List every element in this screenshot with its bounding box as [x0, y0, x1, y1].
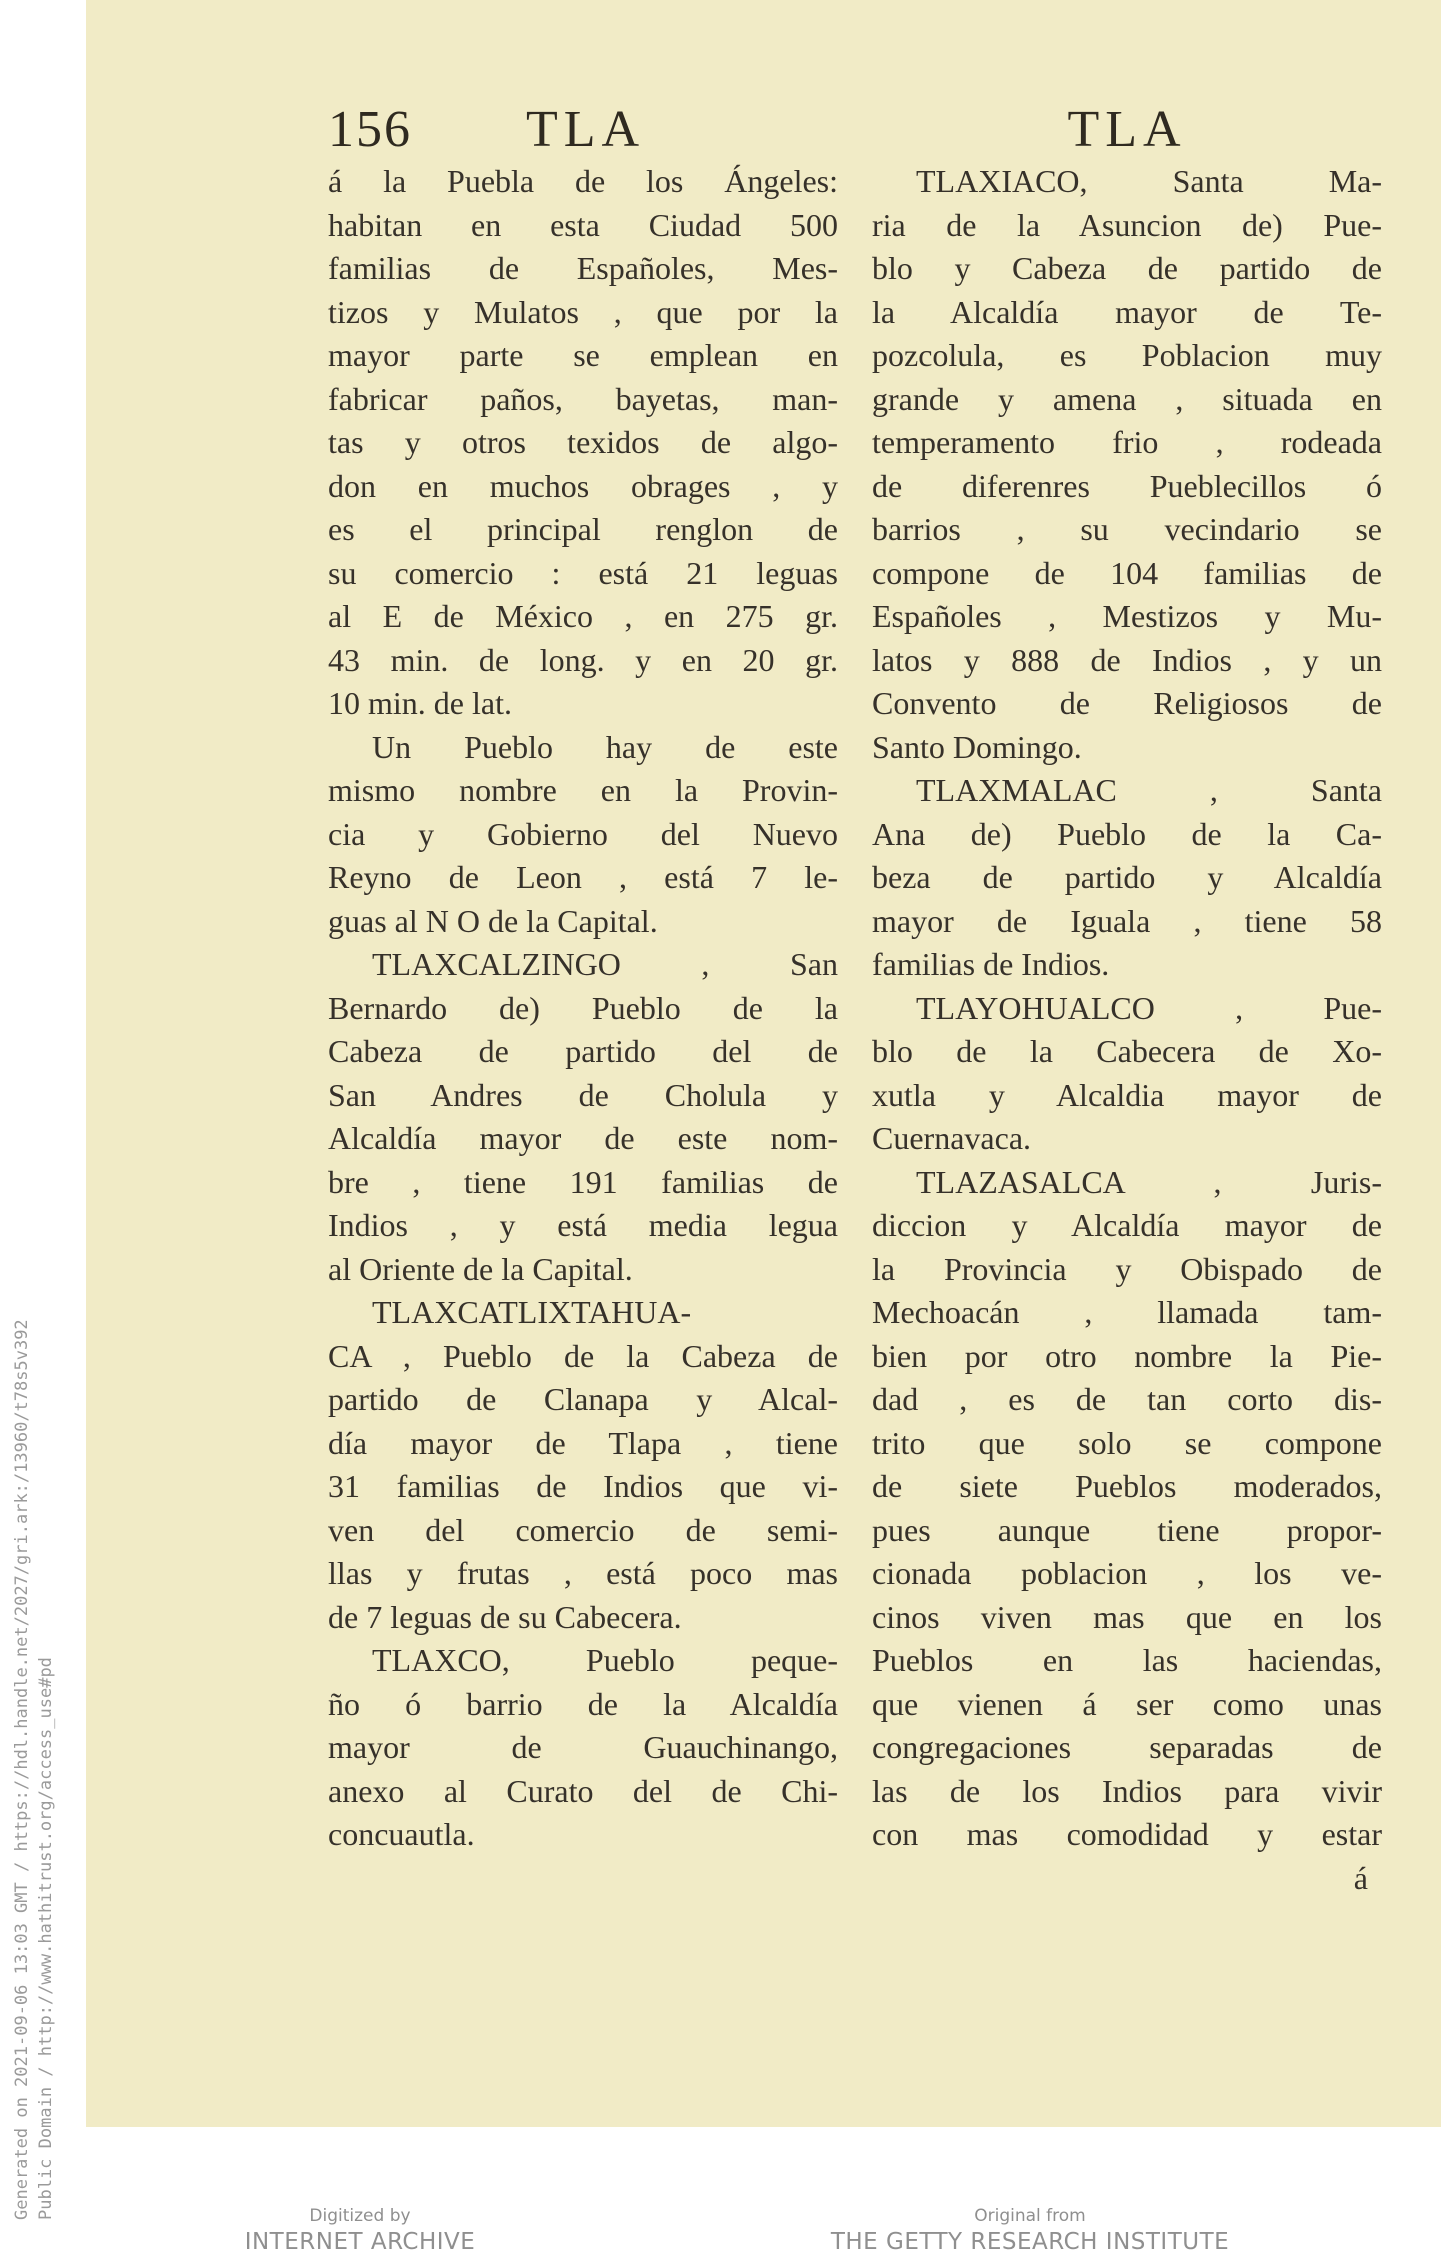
text-line: concuautla. [328, 1816, 475, 1852]
text-line: barrios , su vecindario se [872, 511, 1382, 547]
text-line: Cabeza de partido del de [328, 1033, 838, 1069]
text-line: su comercio : está 21 leguas [328, 554, 838, 591]
text-line: diccion y Alcaldía mayor de [872, 1207, 1382, 1243]
footer-original-from [830, 2205, 1230, 2257]
text-line: TLAXMALAC , Santa [916, 772, 1382, 808]
text-line: familias de Indios. [872, 946, 1110, 982]
text-line: tizos y Mulatos , que por la [328, 293, 838, 330]
text-line: xutla y Alcaldia mayor de [872, 1076, 1382, 1113]
text-line: de 7 leguas de su Cabecera. [328, 1598, 682, 1635]
text-line: congregaciones separadas de [872, 1729, 1382, 1765]
text-line: Convento de Religiosos de [872, 685, 1382, 721]
text-line: ño ó barrio de la Alcaldía [328, 1685, 838, 1722]
text-line: blo de la Cabecera de Xo- [872, 1033, 1382, 1069]
text-line: la Alcaldía mayor de Te- [872, 293, 1382, 330]
text-line: Españoles , Mestizos y Mu- [872, 598, 1382, 634]
left-running-title: TLA [526, 101, 646, 158]
text-line: día mayor de Tlapa , tiene [328, 1424, 838, 1461]
text-line: TLAXCO, Pueblo peque- [372, 1642, 838, 1678]
text-line: guas al N O de la Capital. [328, 902, 658, 939]
right-text-block [872, 160, 1382, 1857]
text-line: al Oriente de la Capital. [328, 1250, 633, 1287]
text-line: Bernardo de) Pueblo de la [328, 989, 838, 1026]
text-line: trito que solo se compone [872, 1424, 1382, 1461]
text-line: Mechoacán , llamada tam- [872, 1294, 1382, 1330]
text-line: tas y otros texidos de algo- [328, 424, 838, 460]
text-line: dad , es de tan corto dis- [872, 1381, 1382, 1417]
text-line: TLAXCATLIXTAHUA- [372, 1294, 692, 1330]
text-line: anexo al Curato del de Chi- [328, 1772, 838, 1809]
text-line: Un Pueblo hay de este [372, 728, 838, 765]
text-line: familias de Españoles, Mes- [328, 250, 838, 286]
watermark-line-1: Generated on 2021-09-06 13:03 GMT / https://hdl.handle.net/2027/gri.ark:/13960/t78s5v392 [12, 1319, 32, 2220]
text-line: 31 familias de Indios que vi- [328, 1468, 838, 1504]
watermark-text [10, 1070, 58, 2220]
hathitrust-watermark [0, 0, 60, 2255]
text-line: llas y frutas , está poco mas [328, 1555, 838, 1591]
text-line: Reyno de Leon , está 7 le- [328, 859, 838, 895]
text-line: don en muchos obrages , y [328, 467, 838, 504]
text-line: TLAXCALZINGO , San [372, 946, 838, 982]
right-column [872, 100, 1382, 1900]
text-line: que vienen á ser como unas [872, 1685, 1382, 1722]
right-running-title: TLA [1067, 101, 1187, 158]
text-line: Pueblos en las haciendas, [872, 1642, 1382, 1678]
text-line: grande y amena , situada en [872, 380, 1382, 417]
text-line: San Andres de Cholula y [328, 1076, 838, 1113]
text-line: TLAYOHUALCO , Pue- [916, 989, 1382, 1026]
watermark-line-2: Public Domain / http://www.hathitrust.org/access_use#pd [36, 1657, 56, 2220]
right-running-head [872, 100, 1382, 160]
text-line: ria de la Asuncion de) Pue- [872, 206, 1382, 243]
text-line: Alcaldía mayor de este nom- [328, 1120, 838, 1156]
text-line: CA , Pueblo de la Cabeza de [328, 1337, 838, 1374]
text-line: las de los Indios para vivir [872, 1772, 1382, 1809]
text-line: de diferenres Pueblecillos ó [872, 467, 1382, 504]
digitized-by-label: Digitized by [309, 2206, 411, 2226]
text-line: compone de 104 familias de [872, 554, 1382, 591]
text-line: es el principal renglon de [328, 511, 838, 547]
text-line: Ana de) Pueblo de la Ca- [872, 815, 1382, 852]
text-line: mayor parte se emplean en [328, 337, 838, 373]
text-line: al E de México , en 275 gr. [328, 598, 838, 634]
text-line: TLAZASALCA , Juris- [916, 1163, 1382, 1200]
left-running-head [328, 100, 838, 160]
text-line: pues aunque tiene propor- [872, 1511, 1382, 1548]
scanned-page [86, 0, 1441, 2127]
text-line: ven del comercio de semi- [328, 1511, 838, 1548]
text-line: de siete Pueblos moderados, [872, 1468, 1382, 1504]
text-line: fabricar paños, bayetas, man- [328, 380, 838, 417]
text-line: latos y 888 de Indios , y un [872, 641, 1382, 678]
text-line: Cuernavaca. [872, 1120, 1032, 1156]
text-line: temperamento frio , rodeada [872, 424, 1382, 460]
text-line: cinos viven mas que en los [872, 1598, 1382, 1635]
page-number: 156 [328, 101, 412, 158]
text-line: mayor de Guauchinango, [328, 1729, 838, 1765]
text-line: mismo nombre en la Provin- [328, 772, 838, 808]
text-line: partido de Clanapa y Alcal- [328, 1381, 838, 1417]
text-line: Indios , y está media legua [328, 1207, 838, 1243]
text-line: con mas comodidad y estar [872, 1816, 1382, 1852]
text-line: bien por otro nombre la Pie- [872, 1337, 1382, 1374]
left-column [328, 100, 838, 1857]
text-line: cia y Gobierno del Nuevo [328, 815, 838, 852]
text-line: mayor de Iguala , tiene 58 [872, 902, 1382, 939]
text-line: habitan en esta Ciudad 500 [328, 206, 838, 243]
text-line: á la Puebla de los Ángeles: [328, 163, 838, 199]
text-line: beza de partido y Alcaldía [872, 859, 1382, 895]
footer-digitized-by [200, 2205, 520, 2257]
text-line: 10 min. de lat. [328, 685, 512, 721]
text-line: la Provincia y Obispado de [872, 1250, 1382, 1287]
text-line: pozcolula, es Poblacion muy [872, 337, 1382, 373]
internet-archive-label: INTERNET ARCHIVE [244, 2229, 476, 2255]
getty-label: THE GETTY RESEARCH INSTITUTE [830, 2229, 1230, 2255]
text-line: cionada poblacion , los ve- [872, 1555, 1382, 1591]
text-line: TLAXIACO, Santa Ma- [916, 163, 1382, 199]
original-from-label: Original from [974, 2206, 1086, 2226]
catchword: á [1353, 1859, 1368, 1896]
left-text-block [328, 160, 838, 1857]
text-line: blo y Cabeza de partido de [872, 250, 1382, 286]
text-line: Santo Domingo. [872, 728, 1082, 765]
text-line: bre , tiene 191 familias de [328, 1163, 838, 1200]
text-line: 43 min. de long. y en 20 gr. [328, 641, 838, 678]
